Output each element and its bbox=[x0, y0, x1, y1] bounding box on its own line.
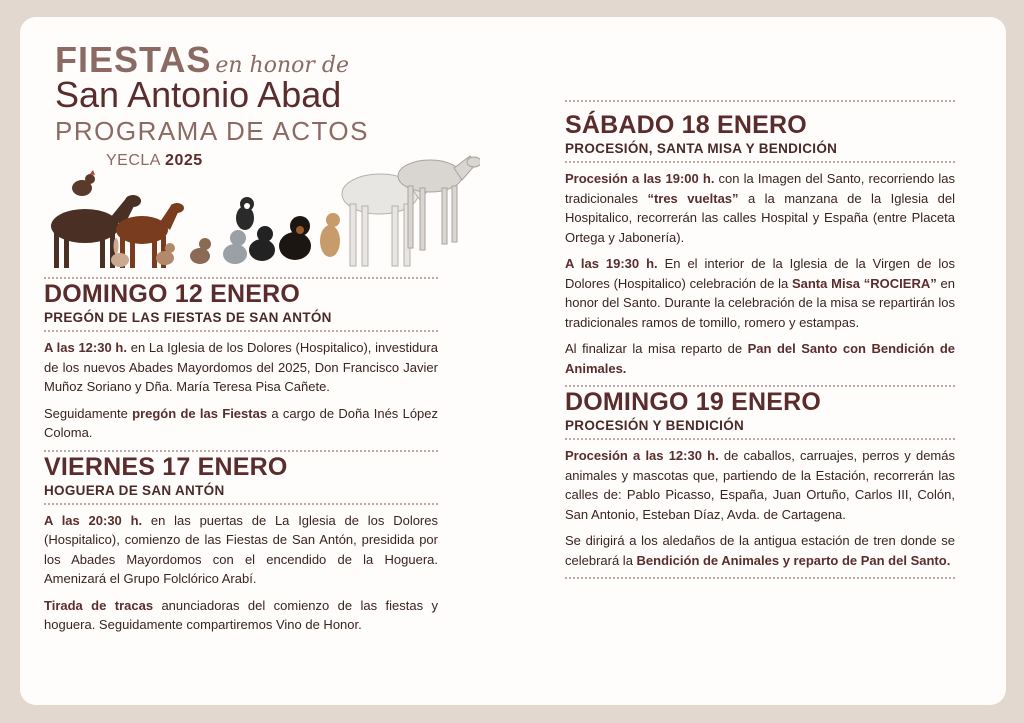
paragraph-text: en las puertas de La Iglesia de los Dolores (Hospitalico), comienzo de las Fiestas de San Antón, presidida por los Abades Mayordomos con el encendido de la Hoguera. Amenizará el Grupo Folclórico Arabí. bbox=[44, 512, 438, 586]
header-year: 2025 bbox=[165, 152, 203, 169]
day-subtitle-viernes-17: HOGUERA DE SAN ANTÓN bbox=[44, 482, 225, 498]
paragraph-text: en honor del Santo. Durante la celebración de la misa se repartirán los tradicionales ramos de tomillo, romero y estampas. bbox=[565, 275, 955, 330]
paragraph-text: con la Imagen del Santo, recorriendo las tradicionales bbox=[565, 171, 956, 206]
highlight: “tres vueltas” bbox=[647, 190, 739, 206]
day-subtitle-domingo-19: PROCESIÓN Y BENDICIÓN bbox=[565, 418, 745, 433]
cat-icon bbox=[190, 238, 211, 264]
paragraph-text: En el interior de la Iglesia de la Virgen de los Dolores (Hospitalico) celebración de la bbox=[565, 256, 955, 291]
paragraph-text: Al finalizar la misa reparto de bbox=[565, 341, 748, 356]
day-title-domingo-19: DOMINGO 19 ENERO bbox=[565, 388, 822, 416]
time-highlight: Procesión a las 19:00 h. bbox=[565, 171, 715, 186]
paragraph-text: a la manzana de la Iglesia del Hospitalico, recorrerán las calles Hospital y España (entre Placeta Ortega y Jabonería). bbox=[565, 190, 955, 245]
dog-small-icon bbox=[156, 243, 175, 265]
highlight: Santa Misa “ROCIERA” bbox=[791, 275, 937, 291]
paragraph bbox=[565, 531, 955, 570]
left-column bbox=[44, 277, 438, 642]
right-column bbox=[565, 100, 955, 579]
time-highlight: A las 19:30 h. bbox=[565, 256, 658, 271]
header-honor: en honor de bbox=[215, 53, 349, 78]
paragraph bbox=[44, 404, 438, 443]
dog-tan-icon bbox=[320, 213, 340, 257]
paragraph bbox=[565, 169, 955, 247]
paragraph bbox=[44, 596, 438, 635]
divider bbox=[565, 577, 955, 579]
day-subtitle-domingo-12: PREGÓN DE LAS FIESTAS DE SAN ANTÓN bbox=[44, 310, 332, 325]
header-programa: PROGRAMA DE ACTOS bbox=[55, 116, 369, 146]
divider bbox=[565, 438, 955, 440]
horse-grey-icon bbox=[398, 156, 480, 250]
day-title-sabado-18: SÁBADO 18 ENERO bbox=[565, 111, 807, 139]
header-saint: San Antonio Abad bbox=[55, 74, 342, 115]
divider bbox=[565, 161, 955, 163]
highlight: Pan del Santo con Bendición de Animales. bbox=[565, 341, 955, 376]
dog-husky-icon bbox=[223, 230, 247, 264]
divider bbox=[565, 100, 955, 102]
paragraph bbox=[44, 338, 438, 397]
paragraph bbox=[565, 254, 955, 332]
day-subtitle-sabado-18: PROCESIÓN, SANTA MISA Y BENDICIÓN bbox=[565, 141, 838, 156]
header-fiestas: FIESTAS bbox=[55, 39, 212, 80]
highlight: pregón de las Fiestas bbox=[132, 405, 268, 421]
day-title-domingo-12: DOMINGO 12 ENERO bbox=[44, 280, 301, 308]
paragraph-text: Se dirigirá a los aledaños de la antigua estación de tren donde se celebrará la bbox=[565, 533, 955, 568]
animals-illustration bbox=[40, 146, 480, 274]
day-title-viernes-17: VIERNES 17 ENERO bbox=[44, 452, 288, 481]
paragraph-text: en La Iglesia de los Dolores (Hospitalico), investidura de los nuevos Abades Mayordomos del 2025, Don Francisco Javier Muñoz Soriano y Dña. María Teresa Pisa Cañete. bbox=[44, 340, 438, 394]
highlight: Tirada de tracas bbox=[44, 597, 154, 613]
divider bbox=[44, 503, 438, 505]
dog-rottweiler-icon bbox=[279, 216, 311, 260]
paragraph-text: anunciadoras del comienzo de las fiestas y hoguera. Seguidamente compartiremos Vino de Honor. bbox=[44, 597, 438, 632]
paragraph-text: a cargo de Doña Inés López Coloma. bbox=[44, 405, 439, 440]
chicken-icon bbox=[72, 170, 95, 196]
header-city: YECLA bbox=[106, 152, 161, 169]
dog-black-icon bbox=[249, 226, 275, 261]
paragraph bbox=[44, 511, 438, 589]
paragraph bbox=[565, 446, 955, 524]
time-highlight: Procesión a las 12:30 h. bbox=[565, 448, 719, 463]
divider bbox=[44, 330, 438, 332]
time-highlight: A las 12:30 h. bbox=[44, 340, 127, 355]
paragraph bbox=[565, 339, 955, 378]
time-highlight: A las 20:30 h. bbox=[44, 512, 143, 528]
dog-border-collie-icon bbox=[236, 197, 254, 230]
paragraph-text: Seguidamente bbox=[44, 405, 133, 421]
paragraph-text: de caballos, carruajes, perros y demás animales y mascotas que, partiendo de la Estación, recorrerán las calles de: Pablo Picasso, España, Juan Ortuño, Carlos III, Colón, San Antonio, Esteban Díaz, Avda. de Cartagena. bbox=[565, 448, 955, 522]
highlight: Bendición de Animales y reparto de Pan del Santo. bbox=[636, 552, 951, 568]
